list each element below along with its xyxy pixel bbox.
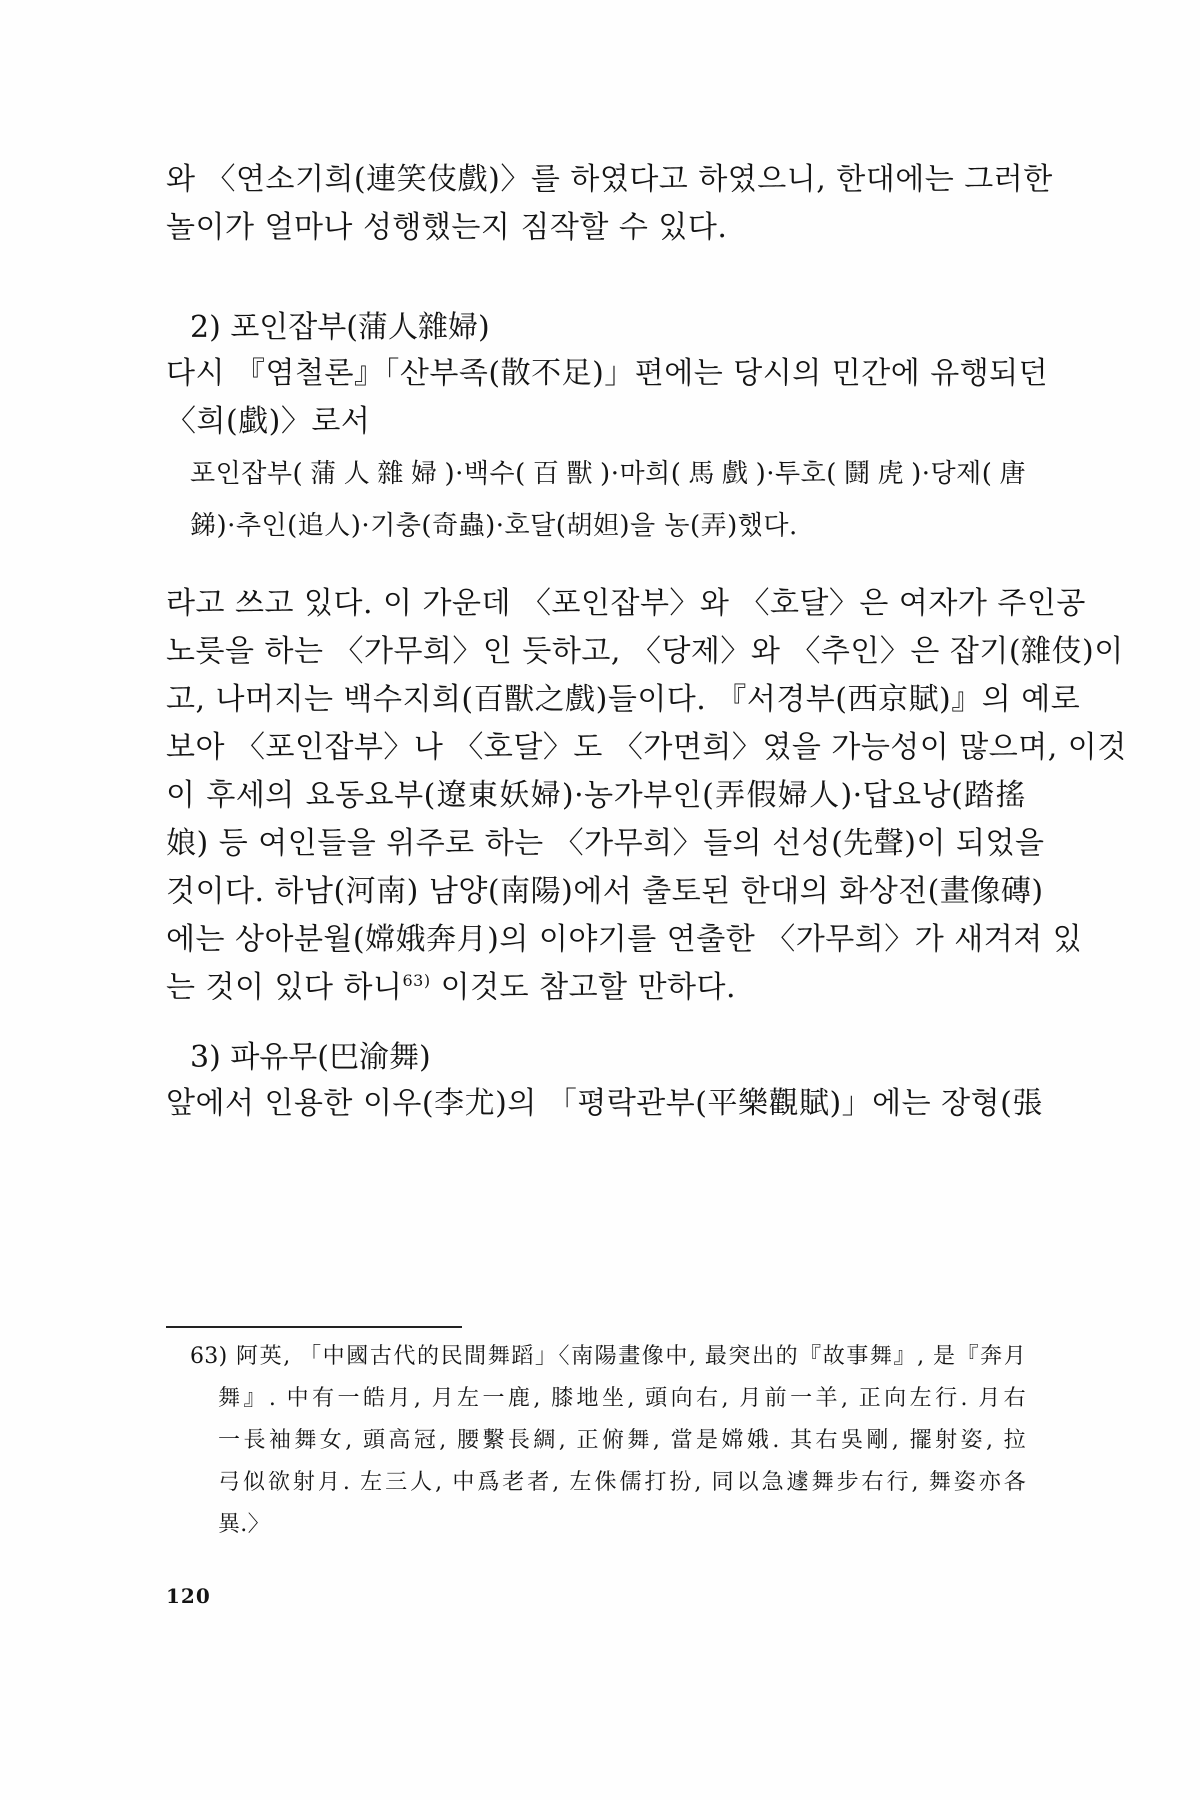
body-line-3: 고, 나머지는 백수지희(百獸之戲)들이다. 『서경부(西京賦)』의 예로 — [166, 682, 1081, 717]
section-3-line-1: 앞에서 인용한 이우(李尤)의 「평락관부(平樂觀賦)」에는 장형(張 — [166, 1086, 1043, 1121]
footnote-line-1: 63) 阿英, 「中國古代的民間舞蹈」〈南陽畫像中, 最突出的『故事舞』, 是『奔月 — [190, 1344, 1026, 1369]
body-line-6: 娘) 등 여인들을 위주로 하는 〈가무희〉들의 선성(先聲)이 되었을 — [166, 826, 1045, 861]
footnote-line-3: 一長袖舞女, 頭高冠, 腰繫長綢, 正俯舞, 當是嫦娥. 其右吳剛, 擺射姿, 拉 — [218, 1428, 1026, 1453]
quote-line-2: 銻)·추인(追人)·기충(奇蟲)·호달(胡妲)을 농(弄)했다. — [190, 511, 798, 541]
footnote-line-5: 異.〉 — [218, 1512, 270, 1537]
section-2-body — [166, 580, 1127, 1012]
section-3-heading: 3) 파유무(巴渝舞) — [190, 1040, 431, 1075]
section-2-heading: 2) 포인잡부(蒲人雜婦) — [190, 310, 490, 345]
page-number: 120 — [166, 1584, 211, 1608]
footnote-line-4: 弓似欲射月. 左三人, 中爲老者, 左侏儒打扮, 同以急遽舞步右行, 舞姿亦各 — [218, 1470, 1026, 1495]
intro-line-1: 와 〈연소기희(連笑伎戲)〉를 하였다고 하였으니, 한대에는 그러한 — [166, 162, 1053, 197]
block-quote — [190, 448, 1026, 552]
body-line-9-end: 이것도 참고할 만하다. — [430, 970, 737, 1005]
body-line-9-start: 는 것이 있다 하니 — [166, 970, 403, 1005]
intro-paragraph — [166, 156, 1053, 252]
body-line-7: 것이다. 하남(河南) 남양(南陽)에서 출토된 한대의 화상전(畫像磚) — [166, 874, 1044, 909]
section-2-line-2: 〈희(戱)〉로서 — [166, 404, 371, 439]
body-line-5: 이 후세의 요동요부(遼東妖婦)·농가부인(弄假婦人)·답요낭(踏搖 — [166, 778, 1026, 813]
section-2-line-1: 다시 『염철론』「산부족(散不足)」편에는 당시의 민간에 유행되던 — [166, 356, 1049, 391]
section-3-lead — [166, 1080, 1043, 1128]
footnote-63 — [190, 1336, 1026, 1546]
body-line-1: 라고 쓰고 있다. 이 가운데 〈포인잡부〉와 〈호달〉은 여자가 주인공 — [166, 586, 1086, 621]
body-line-2: 노릇을 하는 〈가무희〉인 듯하고, 〈당제〉와 〈추인〉은 잡기(雜伎)이 — [166, 634, 1124, 669]
footnote-reference-63[interactable]: 63) — [402, 971, 431, 990]
footnote-line-2: 舞』. 中有一皓月, 月左一鹿, 膝地坐, 頭向右, 月前一羊, 正向左行. 月右 — [218, 1386, 1026, 1411]
section-2-lead — [166, 350, 1049, 446]
body-line-4: 보아 〈포인잡부〉나 〈호달〉도 〈가면희〉였을 가능성이 많으며, 이것 — [166, 730, 1127, 765]
intro-line-2: 놀이가 얼마나 성행했는지 짐작할 수 있다. — [166, 210, 728, 245]
body-line-9 — [166, 964, 1026, 1012]
quote-line-1: 포인잡부(蒲人雜婦)·백수(百獸)·마희(馬戲)·투호(鬪虎)·당제(唐 — [190, 459, 1026, 489]
body-line-8: 에는 상아분월(嫦娥奔月)의 이야기를 연출한 〈가무희〉가 새겨져 있 — [166, 922, 1083, 957]
footnote-divider — [166, 1326, 462, 1328]
